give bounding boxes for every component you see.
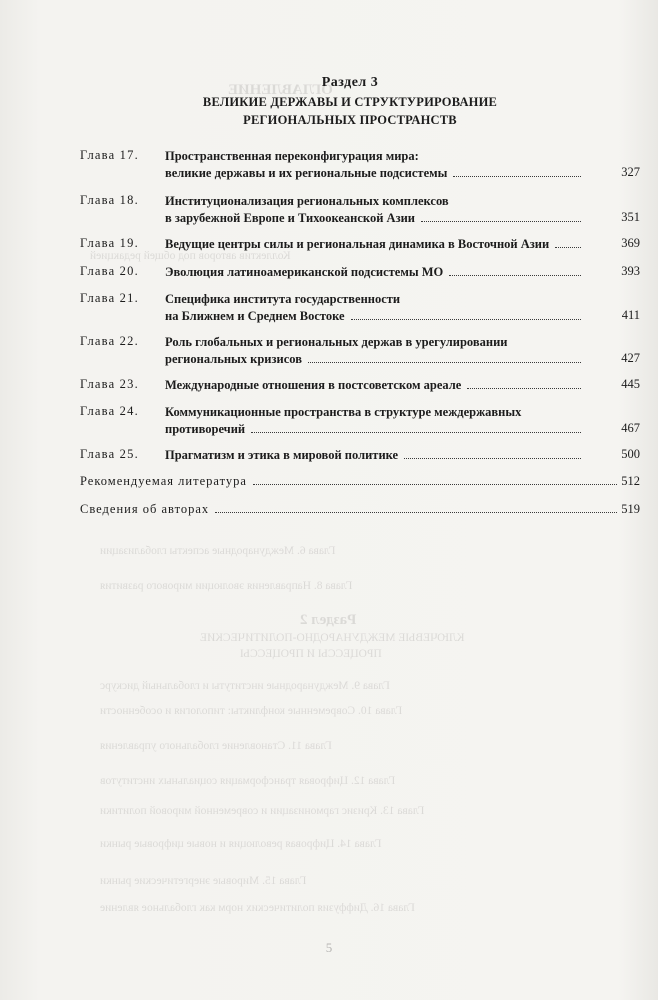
toc-entry[interactable] xyxy=(80,193,640,229)
bleed-through-text: Глава 16. Диффузия политических норм как глобальное явление xyxy=(100,902,415,914)
dot-leader xyxy=(253,484,617,485)
chapter-label: Глава 19. xyxy=(80,236,139,250)
section-title-line-1: ВЕЛИКИЕ ДЕРЖАВЫ И СТРУКТУРИРОВАНИЕ xyxy=(202,95,498,109)
bleed-through-text: Глава 13. Кризис гармонизации и современной мировой политики xyxy=(100,805,425,817)
page-number: 369 xyxy=(621,236,640,250)
dot-leader xyxy=(467,388,581,389)
page-number: 512 xyxy=(621,474,640,488)
bleed-through-text: КЛЮЧЕВЫЕ МЕЖДУНАРОДНО-ПОЛИТИЧЕСКИЕ xyxy=(200,632,465,644)
toc-entry[interactable] xyxy=(80,264,640,282)
bleed-through-text: Глава 10. Современные конфликты: типология и особенности xyxy=(100,705,403,717)
toc-entry[interactable] xyxy=(80,334,640,370)
chapter-label: Глава 22. xyxy=(80,334,139,348)
chapter-title-line: Ведущие центры силы и региональная динамика в Восточной Азии xyxy=(165,237,550,251)
chapter-label: Глава 24. xyxy=(80,404,139,418)
chapter-title-line: противоречий xyxy=(165,422,246,436)
bleed-through-text: Глава 12. Цифровая трансформация социальных институтов xyxy=(100,775,396,787)
page-footer-number: 5 xyxy=(325,940,333,955)
chapter-label: Глава 25. xyxy=(80,447,139,461)
bleed-through-text: Глава 14. Цифровая революция и новые цифровые рынки xyxy=(100,838,382,850)
chapter-title-line: Роль глобальных и региональных держав в урегулировании xyxy=(165,335,508,349)
page-number: 327 xyxy=(621,165,640,179)
chapter-label: Глава 20. xyxy=(80,264,139,278)
chapter-title xyxy=(165,447,585,464)
chapter-title xyxy=(165,404,585,438)
section-title-line-2: РЕГИОНАЛЬНЫХ ПРОСТРАНСТВ xyxy=(243,113,457,127)
dot-leader xyxy=(251,432,581,433)
section-heading xyxy=(150,74,550,128)
chapter-title-line: великие державы и их региональные подсистемы xyxy=(165,166,448,180)
toc-entry[interactable] xyxy=(80,377,640,395)
bleed-through-text: Глава 8. Направления эволюции мирового развития xyxy=(100,580,353,592)
bleed-through-text: Раздел 2 xyxy=(300,612,357,628)
chapter-title-line: Специфика института государственности xyxy=(165,292,401,306)
toc-entry[interactable] xyxy=(80,148,640,184)
page-number: 500 xyxy=(621,447,640,461)
toc-entry[interactable] xyxy=(80,404,640,440)
bleed-through-text: Коллектив авторов под общей редакцией xyxy=(90,250,291,262)
chapter-title xyxy=(165,377,585,394)
dot-leader xyxy=(449,275,581,276)
chapter-title-line: Международные отношения в постсоветском ареале xyxy=(165,378,462,392)
chapter-title-line: Эволюция латиноамериканской подсистемы МО xyxy=(165,265,444,279)
chapter-label: Глава 21. xyxy=(80,291,139,305)
chapter-label: Глава 18. xyxy=(80,193,139,207)
chapter-title-line: Коммуникационные пространства в структуре междержавных xyxy=(165,405,522,419)
dot-leader xyxy=(421,221,581,222)
chapter-title-line: Пространственная переконфигурация мира: xyxy=(165,149,419,163)
dot-leader xyxy=(555,247,581,248)
authors-label: Сведения об авторах xyxy=(80,502,210,516)
toc-entry-references[interactable] xyxy=(80,474,640,489)
chapter-title xyxy=(165,291,585,325)
dot-leader xyxy=(351,319,581,320)
chapter-label: Глава 23. xyxy=(80,377,139,391)
bleed-through-text: Глава 11. Становление глобального управления xyxy=(100,740,332,752)
bleed-through-text: Глава 15. Мировые энергетические рынки xyxy=(100,875,307,887)
dot-leader xyxy=(404,458,581,459)
chapter-title xyxy=(165,148,585,182)
page-number: 393 xyxy=(621,264,640,278)
chapter-title-line: в зарубежной Европе и Тихоокеанской Азии xyxy=(165,211,415,225)
chapter-title xyxy=(165,193,585,227)
chapter-title xyxy=(165,334,585,368)
toc-entry[interactable] xyxy=(80,291,640,327)
chapter-title xyxy=(165,236,585,253)
bleed-through-text: ПРОЦЕССЫ И ПРОЦЕССЫ xyxy=(240,648,382,660)
page-number: 519 xyxy=(621,502,640,516)
dot-leader xyxy=(308,362,581,363)
page-number: 427 xyxy=(621,351,640,365)
references-label: Рекомендуемая литература xyxy=(80,474,247,488)
bleed-through-text: Глава 6. Международные аспекты глобализации xyxy=(100,545,336,557)
page-number: 467 xyxy=(621,421,640,435)
chapter-title xyxy=(165,264,585,281)
toc-entry-authors[interactable] xyxy=(80,502,640,517)
dot-leader xyxy=(453,176,581,177)
toc-entry[interactable] xyxy=(80,447,640,465)
dot-leader xyxy=(215,512,617,513)
page-number: 411 xyxy=(621,308,640,322)
chapter-title-line: Прагматизм и этика в мировой политике xyxy=(165,448,399,462)
section-label: Раздел 3 xyxy=(321,75,379,90)
chapter-title-line: Институционализация региональных комплексов xyxy=(165,194,449,208)
bleed-through-text: Глава 9. Международные институты и глобальный дискурс xyxy=(100,680,390,692)
chapter-title-line: региональных кризисов xyxy=(165,352,302,366)
chapter-title-line: на Ближнем и Среднем Востоке xyxy=(165,309,345,323)
bleed-through-text: ОГЛАВЛЕНИЕ xyxy=(228,82,333,98)
page-number: 445 xyxy=(621,377,640,391)
toc-entry[interactable] xyxy=(80,236,640,254)
chapter-label: Глава 17. xyxy=(80,148,139,162)
page-number: 351 xyxy=(621,210,640,224)
